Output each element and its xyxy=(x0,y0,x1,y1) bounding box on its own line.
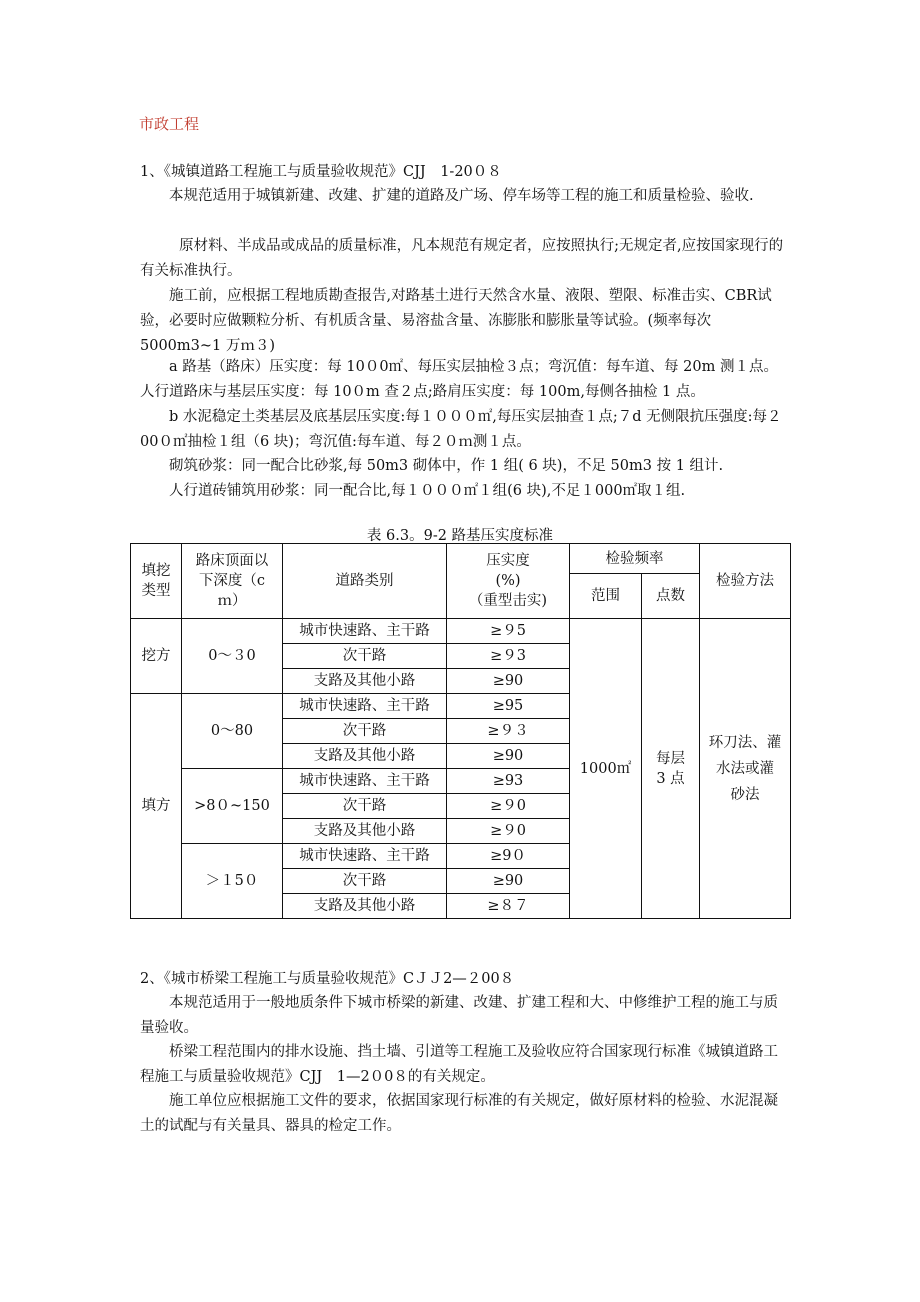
road-class-cell: 次干路 xyxy=(283,794,447,819)
depth-cell: ＞１5０ xyxy=(182,844,283,919)
compaction-cell: ≥９5 xyxy=(447,619,570,644)
compaction-cell: ≥８７ xyxy=(447,894,570,919)
depth-cell: 0～３0 xyxy=(182,619,283,694)
section1-paragraph-base: b 水泥稳定土类基层及底基层压实度:每１０００㎡,每压实层抽查１点;７d 无侧限抗压强度:每２00０㎡抽检１组（6 块)；弯沉值:每车道、每２０ｍ测１点。 xyxy=(140,409,782,450)
compaction-cell: ≥95 xyxy=(447,694,570,719)
section1-paragraph-paving-mortar: 人行道砖铺筑用砂浆：同一配合比,每１０００㎡１组(6 块),不足１000㎡取１组. xyxy=(169,483,686,499)
compaction-cell: ≥90 xyxy=(447,669,570,694)
road-class-cell: 支路及其他小路 xyxy=(283,744,447,769)
road-class-cell: 城市快速路、主干路 xyxy=(283,619,447,644)
road-class-cell: 城市快速路、主干路 xyxy=(283,844,447,869)
header-road-class: 道路类别 xyxy=(283,544,447,619)
section1-paragraph-masonry-mortar: 砌筑砂浆：同一配合比砂浆,每 50m3 砌体中，作 1 组( 6 块)，不足 50m3 按 1 组计. xyxy=(169,458,724,474)
type-fill: 填方 xyxy=(131,694,182,919)
section2-paragraph-scope: 本规范适用于一般地质条件下城市桥梁的新建、改建、扩建工程和大、中修维护工程的施工与质量验收。 xyxy=(140,995,778,1036)
compaction-cell: ≥９0 xyxy=(447,819,570,844)
compaction-cell: ≥９3 xyxy=(447,644,570,669)
compaction-cell: ≥93 xyxy=(447,769,570,794)
header-type: 填挖 类型 xyxy=(131,544,182,619)
road-class-cell: 城市快速路、主干路 xyxy=(283,694,447,719)
section1-title: 1、《城镇道路工程施工与质量验收规范》CJJ 1-20０８ xyxy=(140,164,502,180)
header-row xyxy=(131,544,791,574)
section2-paragraph-drainage: 桥梁工程范围内的排水设施、挡土墙、引道等工程施工及验收应符合国家现行标准《城镇道路工程施工与质量验收规范》CJJ 1—2０0８的有关规定。 xyxy=(140,1044,778,1085)
road-class-cell: 支路及其他小路 xyxy=(283,819,447,844)
road-class-cell: 次干路 xyxy=(283,719,447,744)
header-frequency: 检验频率 xyxy=(570,544,700,574)
section1-paragraph-tests: 施工前，应根据工程地质勘查报告,对路基土进行天然含水量、液限、塑限、标准击实、CBR试验，必要时应做颗粒分析、有机质含量、易溶盐含量、冻膨胀和膨胀量等试验。(频率每次 5000m3~1 万ｍ３) xyxy=(140,288,772,354)
compaction-cell: ≥９３ xyxy=(447,719,570,744)
compaction-cell: ≥90 xyxy=(447,744,570,769)
section1-paragraph-materials: 原材料、半成品或成品的质量标准，凡本规范有规定者，应按照执行;无规定者,应按国家现行的有关标准执行。 xyxy=(140,238,784,279)
compaction-cell: ≥90 xyxy=(447,869,570,894)
section2-paragraph-materials: 施工单位应根据施工文件的要求，依据国家现行标准的有关规定，做好原材料的检验、水泥混凝土的试配与有关量具、器具的检定工作。 xyxy=(140,1093,778,1134)
header-method: 检验方法 xyxy=(700,544,791,619)
table-row xyxy=(131,619,791,644)
header-depth: 路床顶面以 下深度（c ｍ） xyxy=(182,544,283,619)
table-caption: 表 6.3。9-2 路基压实度标准 xyxy=(366,528,554,544)
road-class-cell: 支路及其他小路 xyxy=(283,894,447,919)
header-compaction: 压实度 (%) （重型击实) xyxy=(447,544,570,619)
section1-paragraph-subgrade: a 路基（路床）压实度：每 10０0㎡、每压实层抽检３点；弯沉值：每车道、每 20m 测１点。人行道路床与基层压实度：每 10０m 查２点;路肩压实度：每 100m,每侧各抽检 1 点。 xyxy=(140,359,778,400)
compaction-standard-table xyxy=(130,543,791,919)
road-class-cell: 次干路 xyxy=(283,644,447,669)
header-range: 范围 xyxy=(570,574,642,619)
compaction-cell: ≥９0 xyxy=(447,794,570,819)
compaction-cell: ≥9０ xyxy=(447,844,570,869)
depth-cell: >8０~150 xyxy=(182,769,283,844)
points-value: 每层 3 点 xyxy=(642,619,700,919)
section1-paragraph-scope: 本规范适用于城镇新建、改建、扩建的道路及广场、停车场等工程的施工和质量检验、验收. xyxy=(169,188,754,204)
type-cut: 挖方 xyxy=(131,619,182,694)
road-class-cell: 支路及其他小路 xyxy=(283,669,447,694)
page-heading: 市政工程 xyxy=(139,115,200,133)
depth-cell: 0～80 xyxy=(182,694,283,769)
road-class-cell: 城市快速路、主干路 xyxy=(283,769,447,794)
method-value: 环刀法、灌 水法或灌 砂法 xyxy=(700,619,791,919)
section2-title: 2、《城市桥梁工程施工与质量验收规范》CＪＪ2—２00８ xyxy=(140,971,515,987)
road-class-cell: 次干路 xyxy=(283,869,447,894)
range-value: 1000㎡ xyxy=(570,619,642,919)
header-points: 点数 xyxy=(642,574,700,619)
